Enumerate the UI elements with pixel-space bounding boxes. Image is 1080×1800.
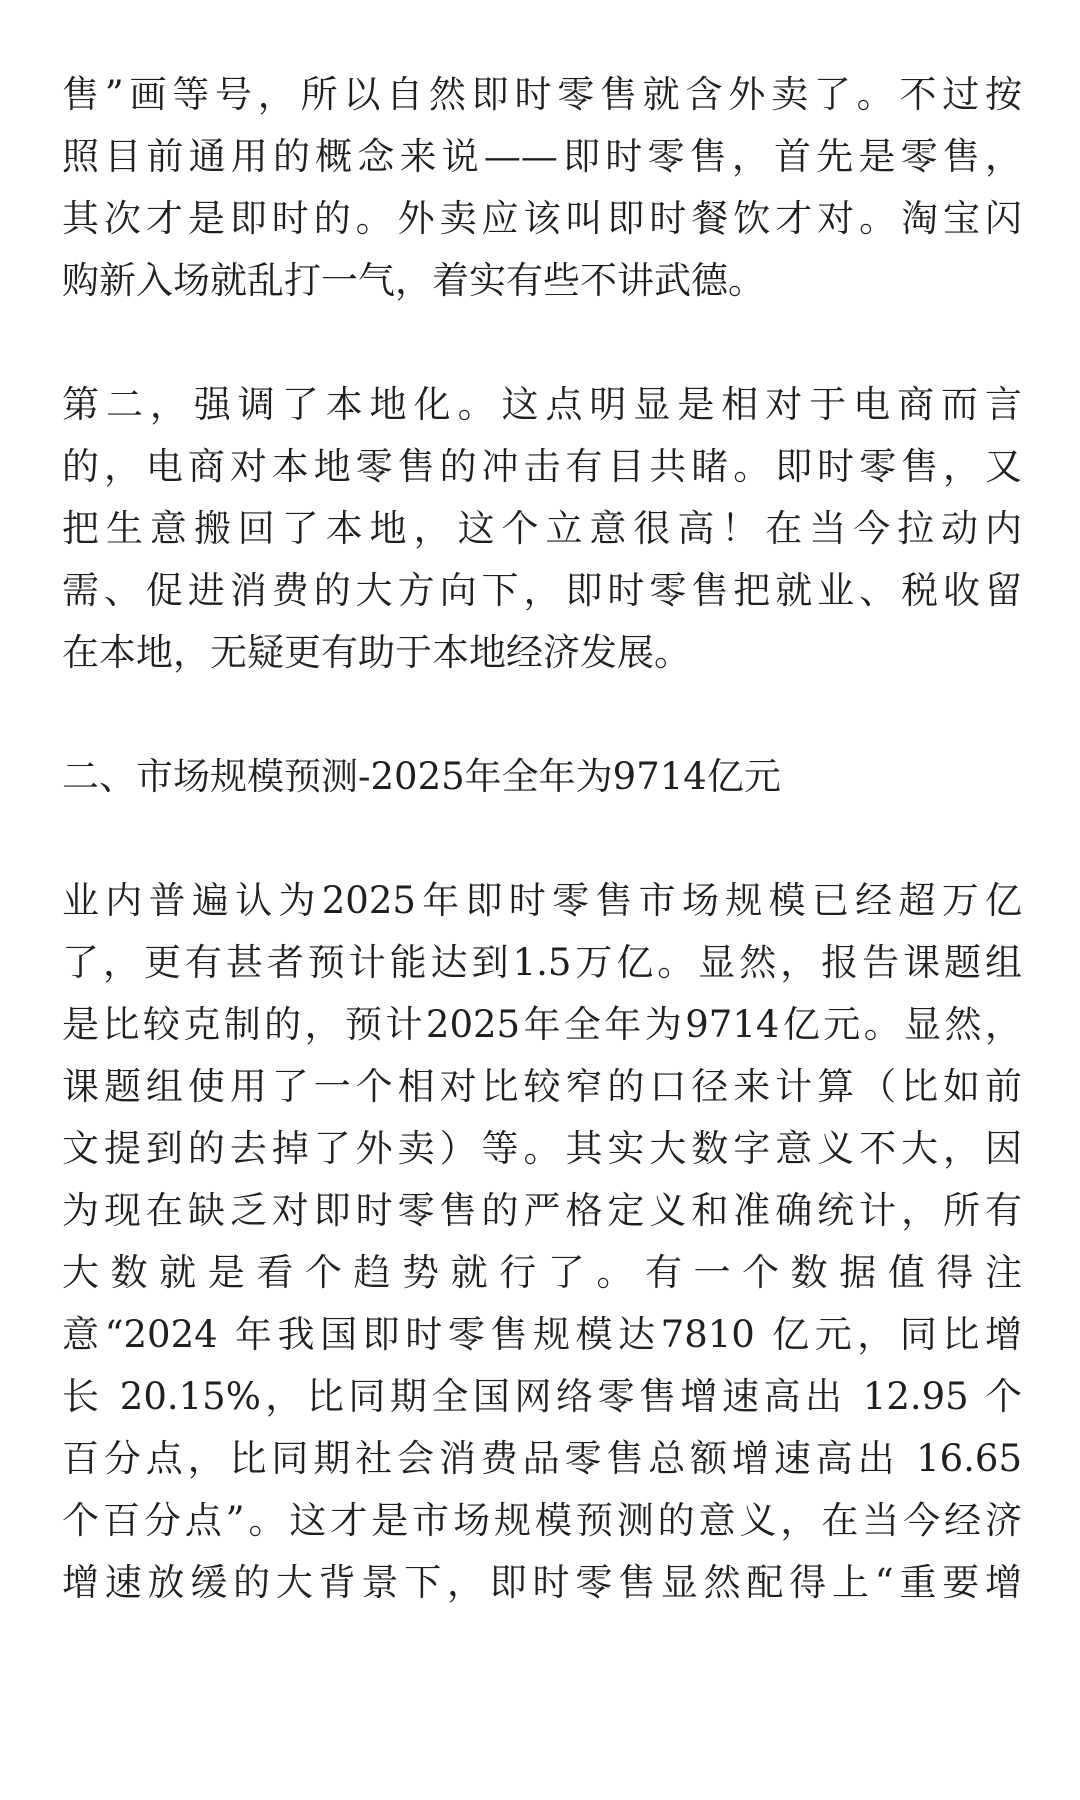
text-line: 意“2024 年我国即时零售规模达7810 亿元，同比增 [62,1313,1022,1356]
text-line: 是比较克制的，预计2025年全年为9714亿元。显然， [62,1003,1022,1046]
paragraph-3 [62,870,1022,1614]
text-line: 长 20.15%，比同期全国网络零售增速高出 12.95 个 [62,1375,1022,1418]
text-line: 个百分点”。这才是市场规模预测的意义，在当今经济 [62,1499,1022,1542]
text-line: 在本地，无疑更有助于本地经济发展。 [62,631,691,674]
text-line: 业内普遍认为2025年即时零售市场规模已经超万亿 [62,879,1022,922]
text-line: 购新入场就乱打一气，着实有些不讲武德。 [62,259,765,302]
text-line: 的，电商对本地零售的冲击有目共睹。即时零售，又 [62,445,1022,488]
text-line: 为现在缺乏对即时零售的严格定义和准确统计，所有 [62,1189,1022,1232]
text-line: 课题组使用了一个相对比较窄的口径来计算（比如前 [62,1065,1022,1108]
text-line: 第二，强调了本地化。这点明显是相对于电商而言 [62,383,1022,426]
article-body [62,64,1022,1676]
text-line: 需、促进消费的大方向下，即时零售把就业、税收留 [62,569,1022,612]
paragraph-1 [62,64,1022,312]
text-line: 了，更有甚者预计能达到1.5万亿。显然，报告课题组 [62,941,1022,984]
text-line: 照目前通用的概念来说——即时零售，首先是零售， [62,135,1022,178]
text-line: 文提到的去掉了外卖）等。其实大数字意义不大，因 [62,1127,1022,1170]
text-line: 大数就是看个趋势就行了。有一个数据值得注 [62,1251,1022,1294]
text-line: 增速放缓的大背景下，即时零售显然配得上“重要增 [62,1561,1022,1604]
text-line: 百分点，比同期社会消费品零售总额增速高出 16.65 [62,1437,1022,1480]
section-heading: 二、市场规模预测-2025年全年为9714亿元 [62,755,781,798]
text-line: 把生意搬回了本地，这个立意很高！在当今拉动内 [62,507,1022,550]
text-line: 其次才是即时的。外卖应该叫即时餐饮才对。淘宝闪 [62,197,1022,240]
text-line: 售”画等号，所以自然即时零售就含外卖了。不过按 [62,73,1022,116]
paragraph-2 [62,374,1022,684]
